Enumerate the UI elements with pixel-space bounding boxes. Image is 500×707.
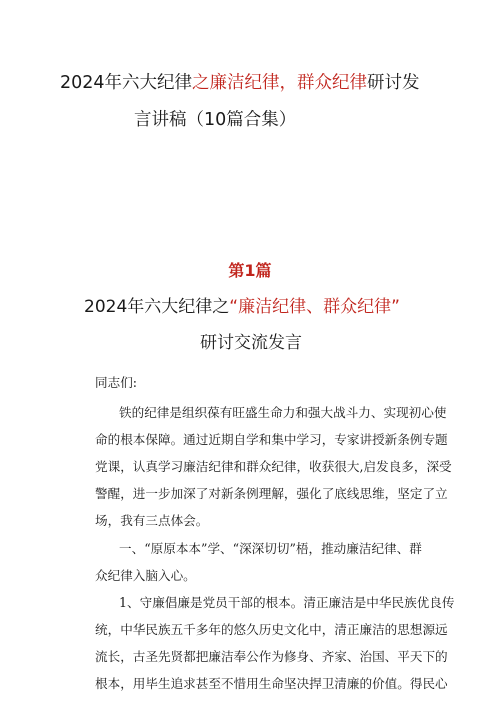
paragraph-line: 根本，用毕生追求甚至不惜用生命坚决捍卫清廉的价值。得民心 [95,676,448,691]
paragraph-line: 场，我有三点体会。 [95,513,209,528]
article-number: 第1篇 [228,261,272,280]
salutation: 同志们: [95,375,138,390]
document-title-line-2: 言讲稿（10篇合集） [134,110,297,130]
document-title-part-2: 之廉洁纪律，群众纪律 [192,73,368,93]
section-heading-line: 众纪律入脑入心。 [95,568,196,583]
section-heading-line: 一、“原原本本”学、“深深切切”梧，推动廉洁纪律、群 [119,541,422,556]
document-title-part-3: 研讨发 [367,73,420,93]
paragraph-line: 1、守廉倡廉是党员干部的根本。清正廉洁是中华民族优良传 [119,595,455,610]
paragraph-line: 铁的纪律是组织葆有旺盛生命力和强大战斗力、实现初心使 [119,405,447,420]
paragraph-line: 统，中华民族五千多年的悠久历史文化中，清正廉洁的思想源远 [95,622,448,637]
article-body [95,0,455,707]
article-title-part-2: “廉洁纪律、群众纪律” [229,297,400,317]
article-title-line-2: 研讨交流发言 [200,333,302,353]
paragraph-line: 命的根本保障。通过近期自学和集中学习，专家讲授新条例专题 [95,432,448,447]
paragraph-line: 警醒，进一步加深了对新条例理解，强化了底线思维，坚定了立 [95,486,448,501]
document-title-part-1: 2024年六大纪律 [60,73,193,93]
article-title-part-1: 2024年六大纪律之 [84,297,230,317]
paragraph-line: 流长，古圣先贤都把廉洁奉公作为修身、齐家、治国、平天下的 [95,649,448,664]
paragraph-line: 党课，认真学习廉洁纪律和群众纪律，收获很大,启发良多，深受 [95,459,452,474]
